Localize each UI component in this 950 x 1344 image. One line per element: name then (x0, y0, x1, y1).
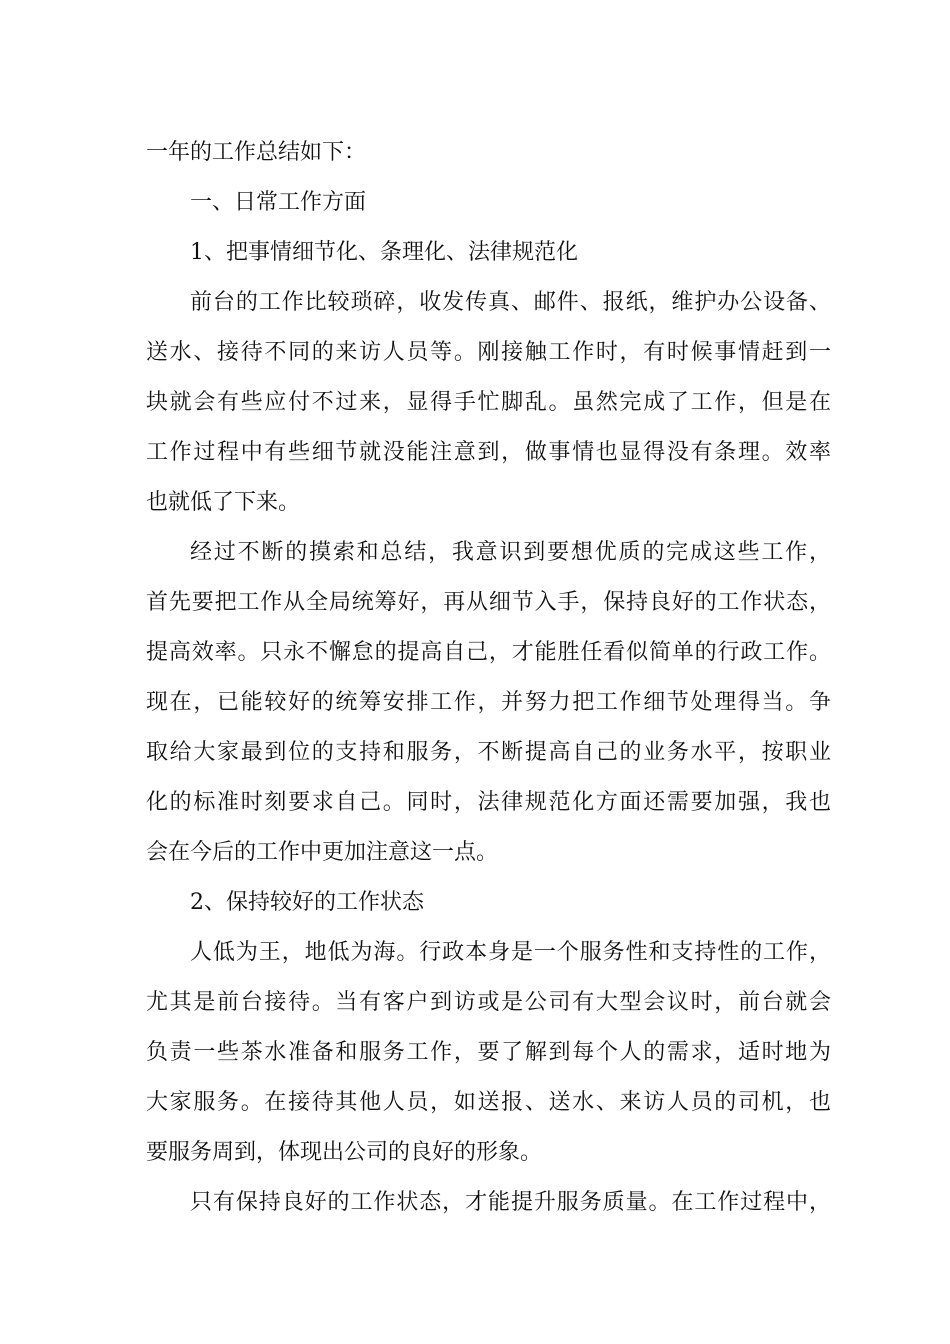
document-body (146, 128, 831, 1228)
paragraph-line: 经过不断的摸索和总结，我意识到要想优质的完成这些工作， (190, 540, 831, 565)
paragraph-line: 大家服务。在接待其他人员，如送报、送水、来访人员的司机，也 (146, 1090, 831, 1115)
paragraph-line: 尤其是前台接待。当有客户到访或是公司有大型会议时，前台就会 (146, 990, 831, 1015)
paragraph-line: 人低为王，地低为海。行政本身是一个服务性和支持性的工作， (190, 940, 831, 965)
paragraph-line: 送水、接待不同的来访人员等。刚接触工作时，有时候事情赶到一 (146, 340, 831, 365)
paragraph-line: 会在今后的工作中更加注意这一点。 (146, 840, 499, 865)
paragraph-line: 块就会有些应付不过来，显得手忙脚乱。虽然完成了工作，但是在 (146, 390, 831, 415)
paragraph-line: 化的标准时刻要求自己。同时，法律规范化方面还需要加强，我也 (146, 790, 831, 815)
paragraph-line: 只有保持良好的工作状态，才能提升服务质量。在工作过程中， (190, 1190, 831, 1215)
paragraph-line: 现在，已能较好的统筹安排工作，并努力把工作细节处理得当。争 (146, 690, 831, 715)
subheading-work-state: 2、保持较好的工作状态 (190, 890, 424, 915)
paragraph-line: 工作过程中有些细节就没能注意到，做事情也显得没有条理。效率 (146, 440, 831, 465)
paragraph-line: 取给大家最到位的支持和服务，不断提高自己的业务水平，按职业 (146, 740, 831, 765)
subheading-detail-organization: 1、把事情细节化、条理化、法律规范化 (190, 240, 578, 265)
paragraph-line: 首先要把工作从全局统筹好，再从细节入手，保持良好的工作状态， (146, 590, 831, 615)
paragraph-line: 负责一些茶水准备和服务工作，要了解到每个人的需求，适时地为 (146, 1040, 831, 1065)
paragraph-line: 提高效率。只永不懈怠的提高自己，才能胜任看似简单的行政工作。 (146, 640, 831, 665)
paragraph-line: 前台的工作比较琐碎，收发传真、邮件、报纸，维护办公设备、 (190, 290, 831, 315)
paragraph-line: 要服务周到，体现出公司的良好的形象。 (146, 1140, 543, 1165)
paragraph-line: 也就低了下来。 (146, 490, 301, 515)
intro-line: 一年的工作总结如下： (146, 140, 367, 165)
section-heading-daily-work: 一、日常工作方面 (190, 190, 367, 215)
